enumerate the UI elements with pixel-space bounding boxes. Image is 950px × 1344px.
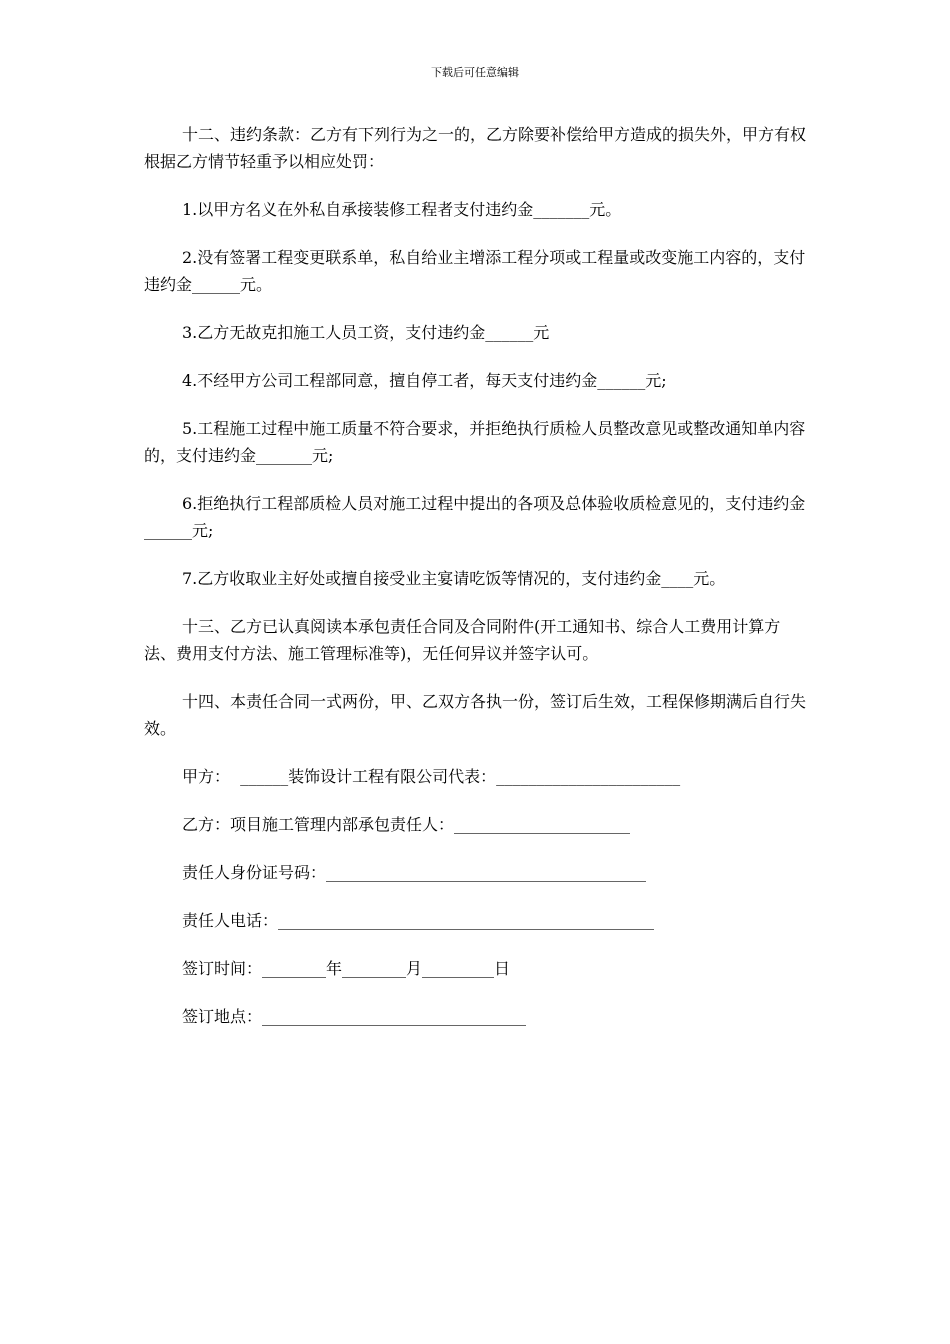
page-header: 下载后可任意编辑 — [431, 66, 519, 79]
document-body — [144, 121, 806, 1051]
phone-line: 责任人电话：_______________________________________________ — [182, 911, 655, 930]
clause-14-copies: 十四、本责任合同一式两份，甲、乙双方各执一份，签订后生效，工程保修期满后自行失效。 — [144, 692, 807, 738]
signing-place-line: 签订地点：_________________________________ — [182, 1007, 527, 1026]
clause-13-acknowledgement: 十三、乙方已认真阅读本承包责任合同及合同附件(开工通知书、综合人工费用计算方法、费用支付方法、施工管理标准等)，无任何异议并签字认可。 — [144, 617, 781, 663]
signing-date-line: 签订时间：________年________月_________日 — [182, 959, 511, 978]
clause-12-default-terms: 十二、违约条款：乙方有下列行为之一的，乙方除要补偿给甲方造成的损失外，甲方有权根据乙方情节轻重予以相应处罚： — [144, 125, 807, 171]
party-a-signature-line: 甲方： ______装饰设计工程有限公司代表：_______________________ — [182, 767, 681, 786]
penalty-item-6: 6.拒绝执行工程部质检人员对施工过程中提出的各项及总体验收质检意见的，支付违约金______元; — [144, 494, 806, 540]
penalty-item-3: 3.乙方无故克扣施工人员工资，支付违约金______元 — [182, 323, 550, 342]
penalty-item-5: 5.工程施工过程中施工质量不符合要求，并拒绝执行质检人员整改意见或整改通知单内容的，支付违约金_______元; — [144, 419, 806, 465]
party-b-signature-line: 乙方：项目施工管理内部承包责任人：______________________ — [182, 815, 631, 834]
penalty-item-2: 2.没有签署工程变更联系单，私自给业主增添工程分项或工程量或改变施工内容的，支付违约金______元。 — [144, 248, 806, 294]
penalty-item-4: 4.不经甲方公司工程部同意，擅自停工者，每天支付违约金______元; — [182, 371, 667, 390]
penalty-item-1: 1.以甲方名义在外私自承接装修工程者支付违约金_______元。 — [182, 200, 622, 219]
penalty-item-7: 7.乙方收取业主好处或擅自接受业主宴请吃饭等情况的，支付违约金____元。 — [182, 569, 726, 588]
id-number-line: 责任人身份证号码：________________________________________ — [182, 863, 647, 882]
